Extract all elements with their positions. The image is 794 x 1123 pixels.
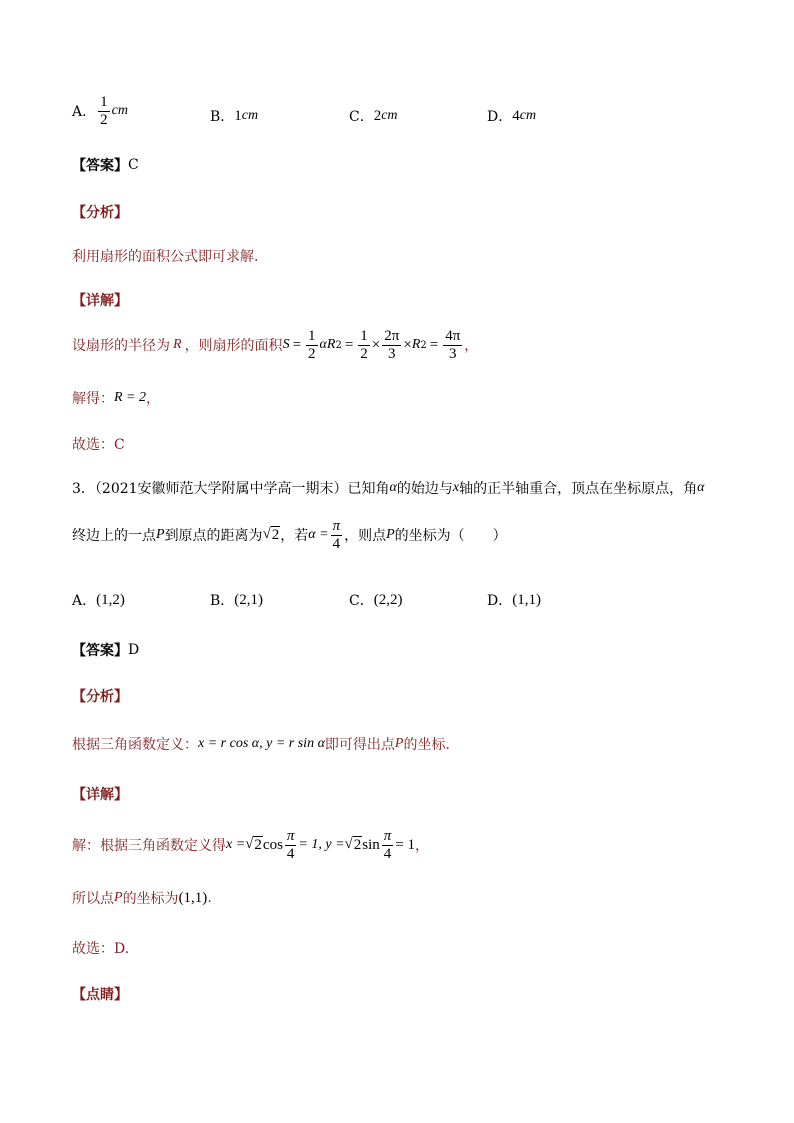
fraction [382, 328, 401, 362]
solve-line [72, 388, 160, 408]
answer-value: D [128, 642, 140, 658]
analysis-tag: 【分析】 [72, 689, 128, 705]
alpha: α [697, 480, 705, 495]
sqrt: √ 2 [262, 526, 280, 543]
answer-tag: 【答案】 [72, 643, 128, 659]
analysis-text [72, 246, 258, 266]
option-b [210, 106, 258, 126]
q3-choose-line [72, 938, 129, 958]
var-r: R [173, 337, 182, 352]
value: 1 [234, 107, 242, 124]
option-label: C． [349, 109, 374, 125]
alpha: α [389, 480, 397, 495]
expr: x = [226, 837, 246, 852]
denominator: 2 [100, 111, 108, 128]
fraction [331, 518, 343, 552]
fraction [358, 328, 370, 362]
value: (2,1) [234, 591, 264, 608]
choose-text: 故选：C [72, 437, 125, 453]
option-c [349, 106, 398, 126]
numerator: 4π [445, 328, 461, 344]
fraction [382, 828, 394, 862]
sqrt: √ 2 [344, 836, 362, 853]
value: (2,2) [373, 591, 403, 608]
expr: R = 2 [114, 390, 146, 405]
var-p: P [156, 527, 165, 542]
text: 根据三角函数定义： [72, 737, 198, 753]
unit: cm [519, 108, 537, 123]
eq: = [429, 336, 439, 353]
denominator: 4 [332, 535, 341, 552]
eq: = [292, 336, 302, 353]
text: 的坐标为 [122, 891, 179, 907]
formula: x = r cos α, y = r sin α [198, 736, 325, 751]
var-x: x [452, 480, 460, 495]
var-p: P [114, 890, 123, 905]
var-r: R [411, 337, 421, 352]
numerator: π [286, 828, 295, 844]
sqrt: √ 2 [245, 836, 262, 853]
text: 到原点的距离为 [164, 528, 263, 544]
fraction [98, 94, 110, 128]
answer-value: C [128, 157, 139, 173]
eq: = [344, 336, 354, 353]
option-label: B． [210, 593, 235, 609]
var-p: P [394, 736, 404, 751]
text: 的坐标为（ ） [394, 528, 507, 544]
text: 轴的正半轴重合，顶点在坐标原点，角 [459, 481, 698, 497]
q3-result-line [72, 888, 212, 908]
q3-note-heading [72, 984, 128, 1004]
option-label: D． [487, 109, 513, 125]
analysis-tag: 【分析】 [72, 205, 128, 221]
radicand: 2 [271, 527, 280, 543]
text: 即可得出点 [324, 737, 395, 753]
fraction [306, 328, 318, 362]
numerator: 1 [100, 94, 108, 110]
detail-tag: 【详解】 [72, 293, 128, 309]
detail-tag: 【详解】 [72, 787, 128, 803]
q3-detail-line [72, 828, 429, 862]
denominator: 4 [286, 845, 295, 862]
q3-option-c [349, 590, 402, 610]
var-p: P [386, 527, 395, 542]
denominator: 2 [308, 345, 316, 362]
q3-option-b [210, 590, 263, 610]
numerator: 1 [308, 328, 316, 344]
q3-option-a [72, 590, 125, 610]
text: 终边上的一点 [72, 528, 156, 544]
denominator: 3 [388, 345, 396, 362]
var-r: R [326, 337, 336, 352]
radicand: 2 [353, 837, 362, 853]
numerator: π [332, 518, 341, 534]
radicand: 2 [254, 837, 262, 853]
choose-line [72, 434, 125, 454]
text: 设扇形的半径为 [72, 338, 170, 354]
times: × [371, 336, 381, 353]
note-tag: 【点睛】 [72, 987, 128, 1003]
value: 4 [512, 107, 520, 124]
text: . [207, 890, 212, 906]
expr: = 1, y = [298, 837, 345, 852]
value: 2 [373, 107, 382, 124]
text: 3．（2021安徽师范大学附属中学高一期末）已知角 [72, 481, 390, 497]
detail-heading [72, 290, 128, 310]
unit: cm [241, 108, 259, 123]
choose-text: 故选：D. [72, 941, 130, 957]
q3-answer-line [72, 640, 139, 660]
comma: ， [146, 391, 160, 407]
numerator: 2π [384, 328, 400, 344]
comma: ， [415, 838, 430, 854]
comma: ， [464, 338, 479, 354]
cos: cos [262, 836, 283, 853]
text: 解得： [72, 391, 114, 407]
text: ，则点 [344, 528, 387, 544]
option-label: A． [72, 593, 97, 609]
option-label: C． [349, 593, 374, 609]
sin: sin [362, 836, 380, 853]
answer-line [72, 155, 139, 175]
text: 的始边与 [396, 481, 453, 497]
option-a [72, 94, 128, 128]
value: (1,1) [512, 591, 541, 608]
option-label: A． [72, 104, 97, 120]
q3-analysis-heading [72, 686, 128, 706]
option-d [487, 106, 536, 126]
denominator: 2 [360, 345, 368, 362]
times: × [403, 336, 412, 353]
answer-tag: 【答案】 [72, 158, 128, 174]
text: ，若 [280, 528, 309, 544]
alpha-eq: α = [308, 527, 329, 542]
unit: cm [111, 103, 128, 118]
expr: = 1 [395, 836, 416, 853]
denominator: 4 [383, 845, 392, 862]
text: 解：根据三角函数定义得 [72, 838, 226, 854]
text: 所以点 [72, 891, 114, 907]
alpha: α [319, 337, 327, 352]
q3-stem-line2 [72, 518, 507, 552]
unit: cm [381, 108, 398, 123]
analysis-body: 利用扇形的面积公式即可求解. [72, 249, 259, 265]
value: (1,2) [96, 591, 125, 608]
analysis-heading [72, 202, 128, 222]
q3-detail-heading [72, 784, 128, 804]
q3-analysis-text [72, 734, 450, 754]
option-label: B． [210, 109, 235, 125]
text: ，则扇形的面积 [184, 338, 283, 354]
q3-stem-line1 [72, 478, 704, 498]
fraction [285, 828, 297, 862]
numerator: π [383, 828, 392, 844]
option-label: D． [487, 593, 513, 609]
result: (1,1) [178, 889, 208, 906]
denominator: 3 [449, 345, 457, 362]
exp: 2 [335, 339, 342, 351]
text: 的坐标. [403, 737, 450, 753]
var-s: S [282, 337, 290, 352]
numerator: 1 [360, 328, 368, 344]
q3-option-d [487, 590, 541, 610]
fraction [443, 328, 462, 362]
detail-formula-line [72, 328, 478, 362]
exp: 2 [420, 339, 427, 351]
